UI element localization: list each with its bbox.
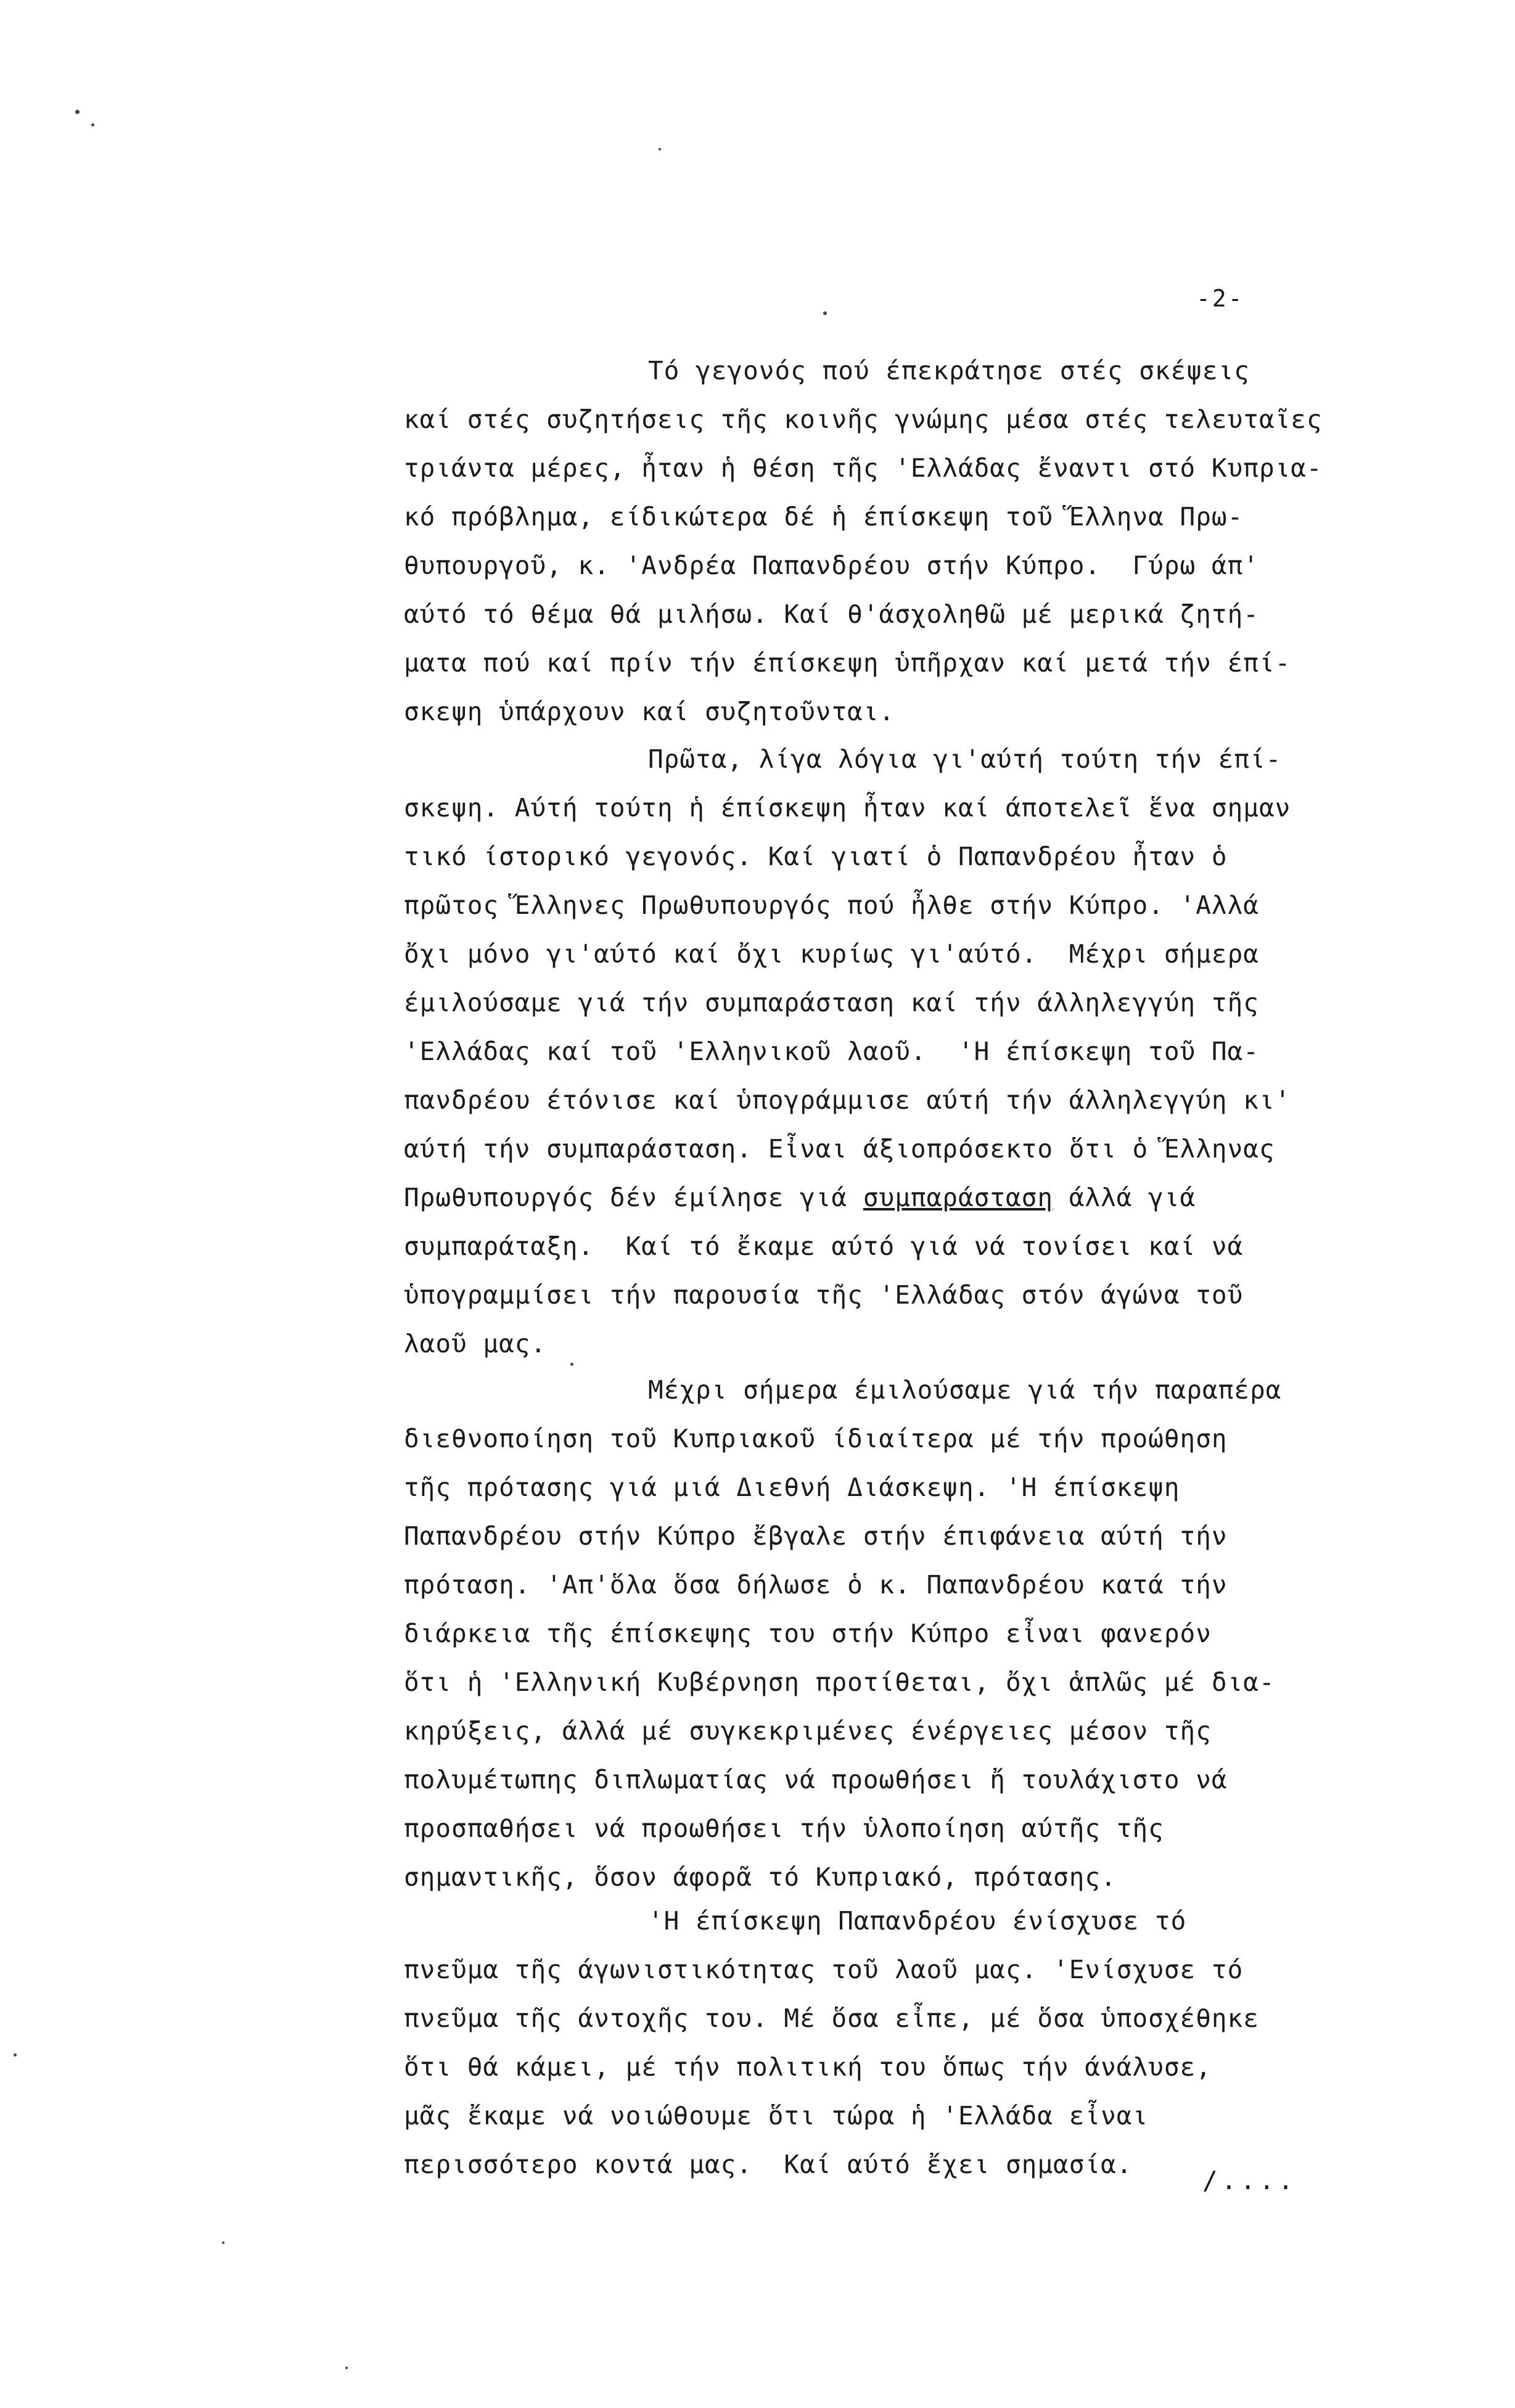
continuation-mark: /.... — [1202, 2166, 1297, 2195]
paragraph-3 — [404, 1366, 1464, 1902]
text-line: θυπουργοῦ, κ. 'Ανδρέα Παπανδρέου στήν Κύπρο. Γύρω άπ' — [404, 551, 1259, 580]
text-line: τικό ίστορικό γεγονός. Καί γιατί ὁ Παπανδρέου ἦταν ὁ — [404, 842, 1228, 871]
text-line: πανδρέου έτόνισε καί ὑπογράμμισε αύτή τήν άλληλεγγύη κι' — [404, 1085, 1291, 1115]
text-line: πρῶτος Ἕλληνες Πρωθυπουργός πού ἦλθε στήν Κύπρο. 'Αλλά — [404, 890, 1259, 920]
scan-speck — [14, 2053, 17, 2057]
text-line: ματα πού καί πρίν τήν έπίσκεψη ὑπῆρχαν καί μετά τήν έπί- — [404, 648, 1291, 678]
text-line: πνεῦμα τῆς άντοχῆς του. Μέ ὅσα εἶπε, μέ ὅσα ὑποσχέθηκε — [404, 2003, 1259, 2033]
text-line: 'Η έπίσκεψη Παπανδρέου ένίσχυσε τό — [648, 1906, 1187, 1936]
text-line: συμπαράταξη. Καί τό ἔκαμε αύτό γιά νά τονίσει καί νά — [404, 1231, 1244, 1261]
text-line: περισσότερο κοντά μας. Καί αύτό ἔχει σημασία. — [404, 2150, 1133, 2179]
text-line: αύτή τήν συμπαράσταση. Εἶναι άξιοπρόσεκτο ὅτι ὁ Ἕλληνας — [404, 1134, 1275, 1164]
text-line: έμιλούσαμε γιά τήν συμπαράσταση καί τήν άλληλεγγύη τῆς — [404, 988, 1259, 1017]
text-line: προσπαθήσει νά προωθήσει τήν ὑλοποίηση αύτῆς τῆς — [404, 1814, 1164, 1843]
text-segment: άλλά γιά — [1053, 1183, 1196, 1212]
text-line: πρόταση. 'Απ'ὅλα ὅσα δήλωσε ὁ κ. Παπανδρέου κατά τήν — [404, 1570, 1228, 1600]
text-line: διεθνοποίηση τοῦ Κυπριακοῦ ίδιαίτερα μέ τήν προώθηση — [404, 1424, 1228, 1453]
scan-speck — [659, 148, 661, 150]
text-line: σκεψη. Αύτή τούτη ἡ έπίσκεψη ἦταν καί άποτελεῖ ἕνα σημαν — [404, 793, 1291, 823]
text-line: τριάντα μέρες, ἦταν ἡ θέση τῆς 'Ελλάδας ἔναντι στό Κυπρια- — [404, 453, 1323, 483]
text-line: ὅτι θά κάμει, μέ τήν πολιτική του ὅπως τήν άνάλυσε, — [404, 2052, 1212, 2082]
scan-speck — [222, 2242, 224, 2244]
text-line: πολυμέτωπης διπλωματίας νά προωθήσει ἤ τουλάχιστο νά — [404, 1765, 1228, 1794]
text-segment: Πρωθυπουργός δέν έμίλησε γιά — [404, 1183, 863, 1212]
text-line-with-underline — [404, 1173, 1464, 1222]
scan-speck — [75, 110, 80, 114]
text-line: ὅτι ἡ 'Ελληνική Κυβέρνηση προτίθεται, ὄχι ἁπλῶς μέ δια- — [404, 1667, 1275, 1697]
text-line: λαοῦ μας. — [404, 1329, 547, 1358]
paragraph-1 — [404, 347, 1464, 736]
paragraph-4 — [404, 1897, 1464, 2189]
text-line: 'Ελλάδας καί τοῦ 'Ελληνικοῦ λαοῦ. 'Η έπίσκεψη τοῦ Πα- — [404, 1037, 1259, 1066]
text-line: ὄχι μόνο γι'αύτό καί ὄχι κυρίως γι'αύτό. Μέχρι σήμερα — [404, 939, 1259, 969]
page-number: -2- — [1196, 285, 1244, 312]
text-line: Πρῶτα, λίγα λόγια γι'αύτή τούτη τήν έπί- — [648, 744, 1282, 774]
text-line: κό πρόβλημα, είδικώτερα δέ ἡ έπίσκεψη τοῦ Ἕλληνα Πρω- — [404, 502, 1244, 532]
text-line: πνεῦμα τῆς άγωνιστικότητας τοῦ λαοῦ μας. 'Ενίσχυσε τό — [404, 1955, 1244, 1984]
scan-speck — [345, 2367, 348, 2369]
text-line: σκεψη ὑπάρχουν καί συζητοῦνται. — [404, 697, 895, 726]
text-line: διάρκεια τῆς έπίσκεψης του στήν Κύπρο εἶναι φανερόν — [404, 1619, 1212, 1648]
text-line: ὑπογραμμίσει τήν παρουσία τῆς 'Ελλάδας στόν άγώνα τοῦ — [404, 1280, 1244, 1310]
text-line: καί στές συζητήσεις τῆς κοινῆς γνώμης μέσα στές τελευταῖες — [404, 405, 1323, 434]
text-line: Μέχρι σήμερα έμιλούσαμε γιά τήν παραπέρα — [648, 1375, 1282, 1405]
text-line: κηρύξεις, άλλά μέ συγκεκριμένες ένέργειες μέσον τῆς — [404, 1716, 1212, 1746]
text-line: Τό γεγονός πού έπεκράτησε στές σκέψεις — [648, 356, 1250, 385]
scan-speck — [91, 123, 94, 126]
text-line: μᾶς ἔκαμε νά νοιώθουμε ὅτι τώρα ἡ 'Ελλάδα εἶναι — [404, 2101, 1149, 2131]
text-line: αύτό τό θέμα θά μιλήσω. Καί θ'άσχοληθῶ μέ μερικά ζητή- — [404, 599, 1259, 629]
text-line: τῆς πρότασης γιά μιά Διεθνή Διάσκεψη. 'Η έπίσκεψη — [404, 1473, 1180, 1502]
paragraph-2 — [404, 735, 1464, 1368]
underlined-word: συμπαράσταση — [863, 1183, 1054, 1212]
text-line: σημαντικῆς, ὅσον άφορᾶ τό Κυπριακό, πρότασης. — [404, 1862, 1117, 1892]
scan-speck — [823, 311, 827, 315]
text-line: Παπανδρέου στήν Κύπρο ἔβγαλε στήν έπιφάνεια αύτή τήν — [404, 1521, 1228, 1551]
